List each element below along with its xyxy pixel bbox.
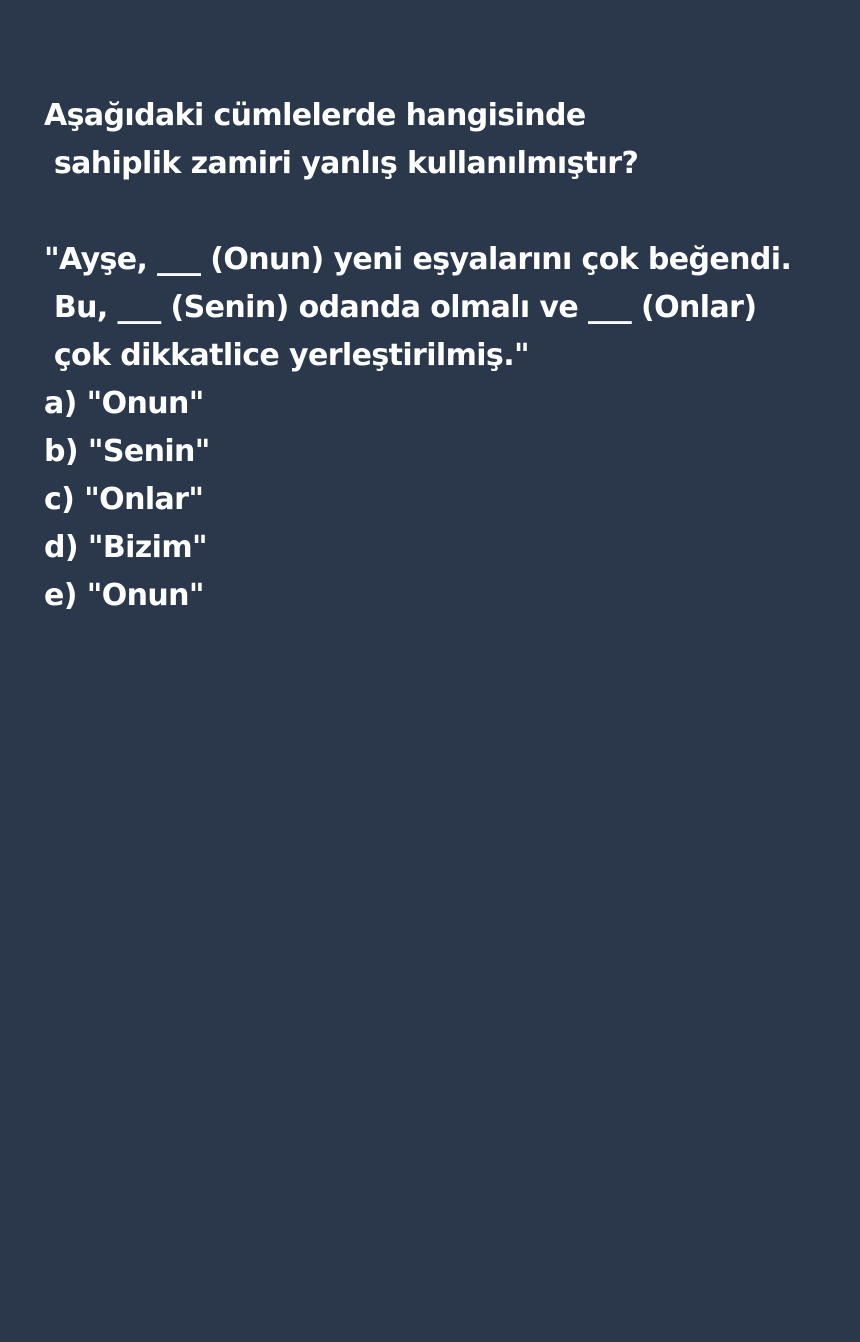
quiz-card (44, 92, 844, 620)
option-e[interactable]: e) "Onun" (44, 578, 204, 613)
question-text (44, 92, 844, 188)
option-c[interactable]: c) "Onlar" (44, 482, 204, 517)
option-b[interactable]: b) "Senin" (44, 434, 210, 469)
passage-line-2: Bu, ___ (Senin) odanda olmalı ve ___ (Onlar) (44, 290, 757, 325)
options-list (44, 380, 844, 620)
passage-text (44, 236, 844, 380)
passage-line-1: "Ayşe, ___ (Onun) yeni eşyalarını çok beğendi. (44, 242, 792, 277)
spacer (44, 188, 844, 236)
option-d[interactable]: d) "Bizim" (44, 530, 208, 565)
question-line-1: Aşağıdaki cümlelerde hangisinde (44, 98, 586, 133)
option-a[interactable]: a) "Onun" (44, 386, 204, 421)
passage-line-3: çok dikkatlice yerleştirilmiş." (44, 338, 530, 373)
question-line-2: sahiplik zamiri yanlış kullanılmıştır? (44, 146, 639, 181)
